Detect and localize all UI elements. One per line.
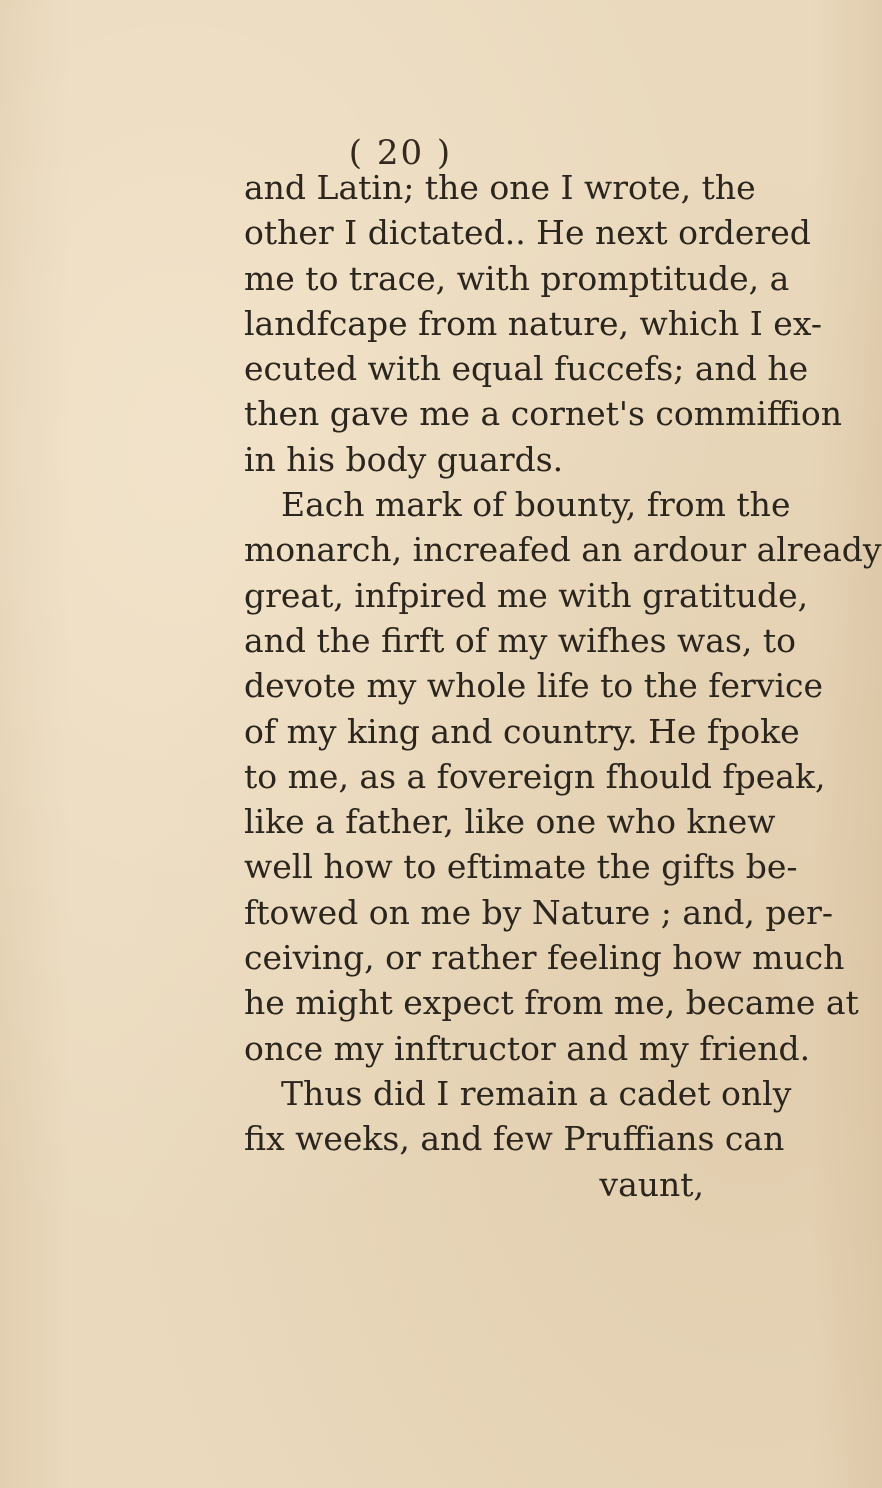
text-line: ceiving, or rather feeling how much bbox=[244, 938, 845, 978]
text-line: great, infpired me with gratitude, bbox=[244, 575, 809, 615]
catchword: vaunt, bbox=[599, 1164, 704, 1204]
text-line: and Latin; the one I wrote, the bbox=[244, 168, 756, 207]
text-line: ftowed on me by Nature ; and, per- bbox=[244, 892, 833, 932]
text-line: like a father, like one who knew bbox=[244, 802, 776, 842]
text-line: landfcape from nature, which I ex- bbox=[244, 303, 822, 343]
paragraph-first-line: Each mark of bounty, from the bbox=[281, 485, 791, 525]
text-line: ecuted with equal fuccefs; and he bbox=[244, 349, 809, 389]
text-line: he might expect from me, became at bbox=[244, 983, 859, 1023]
text-line: of my king and country. He fpoke bbox=[244, 711, 800, 751]
text-line: in his body guards. bbox=[244, 439, 564, 479]
text-line: monarch, increafed an ardour already bbox=[244, 530, 882, 570]
text-line: and the firft of my wifhes was, to bbox=[244, 620, 797, 660]
text-line: once my inftructor and my friend. bbox=[244, 1028, 811, 1068]
page-number: ( 20 ) bbox=[348, 133, 453, 173]
text-line: well how to eftimate the gifts be- bbox=[244, 847, 798, 887]
paragraph-first-line: Thus did I remain a cadet only bbox=[281, 1073, 792, 1113]
text-line: to me, as a fovereign fhould fpeak, bbox=[244, 756, 826, 796]
text-line: me to trace, with promptitude, a bbox=[244, 258, 790, 298]
text-line: then gave me a cornet's commiffion bbox=[244, 394, 842, 434]
body-text bbox=[244, 165, 882, 1207]
text-line: fix weeks, and few Pruffians can bbox=[244, 1119, 785, 1159]
text-line: devote my whole life to the fervice bbox=[244, 666, 824, 706]
text-line: other I dictated.. He next ordered bbox=[244, 213, 811, 253]
